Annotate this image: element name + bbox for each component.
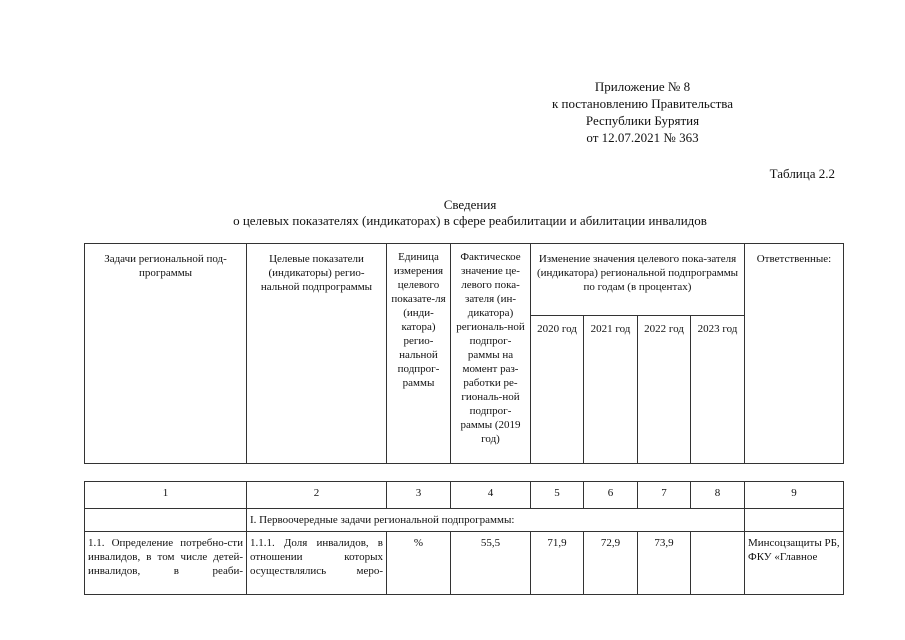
header-unit: Единица измерения целевого показате-ля (инди-катора) регио-нальной подпрог-раммы — [387, 244, 451, 464]
header-year-2022: 2022 год — [638, 316, 691, 464]
section-empty-cell — [745, 509, 844, 532]
column-number: 9 — [745, 482, 844, 509]
section-title: I. Первоочередные задачи региональной подпрограммы: — [247, 509, 745, 532]
row-indicator: 1.1.1. Доля инвалидов, в отношении которых осуществлялись меро- — [247, 532, 387, 595]
column-number: 6 — [584, 482, 638, 509]
row-value-2023 — [691, 532, 745, 595]
appendix-line-3: Республики Бурятия — [585, 113, 700, 128]
row-responsible: Минсоцзащиты РБ, ФКУ «Главное — [745, 532, 844, 595]
header-change-by-year: Изменение значения целевого пока-зателя (индикатора) региональной подпрограммы по годам (в процентах) — [531, 244, 745, 316]
data-table — [84, 481, 844, 595]
section-indent — [85, 509, 247, 532]
document-heading — [160, 197, 780, 229]
heading-title: Сведения — [443, 197, 497, 212]
header-base-value: Фактическое значение це-левого пока-зателя (ин-дикатора) региональ-ной подпрог-раммы на момент раз-работки ре-гиональ-ной подпрог-раммы (2019 год) — [451, 244, 531, 464]
row-value-2022: 73,9 — [638, 532, 691, 595]
header-year-2020: 2020 год — [531, 316, 584, 464]
column-number-row — [85, 482, 844, 509]
header-responsible: Ответственные: — [745, 244, 844, 464]
appendix-line-1: Приложение № 8 — [594, 79, 691, 94]
section-row — [85, 509, 844, 532]
appendix-block — [520, 78, 765, 146]
row-task: 1.1. Определение потребно-сти инвалидов, в том числе детей-инвалидов, в реаби- — [85, 532, 247, 595]
header-tasks: Задачи региональной под-программы — [85, 244, 247, 464]
column-number: 2 — [247, 482, 387, 509]
column-number: 8 — [691, 482, 745, 509]
table-number: Таблица 2.2 — [769, 166, 835, 181]
header-table — [84, 243, 844, 464]
header-year-2023: 2023 год — [691, 316, 745, 464]
appendix-line-2: к постановлению Правительства — [551, 96, 734, 111]
row-value-2021: 72,9 — [584, 532, 638, 595]
column-number: 7 — [638, 482, 691, 509]
heading-subtitle: о целевых показателях (индикаторах) в сфере реабилитации и абилитации инвалидов — [233, 213, 707, 228]
row-unit: % — [387, 532, 451, 595]
header-indicators: Целевые показатели (индикаторы) регио-нальной подпрограммы — [247, 244, 387, 464]
column-number: 4 — [451, 482, 531, 509]
table-row — [85, 532, 844, 595]
column-number: 1 — [85, 482, 247, 509]
column-number: 5 — [531, 482, 584, 509]
row-value-2020: 71,9 — [531, 532, 584, 595]
row-base-value: 55,5 — [451, 532, 531, 595]
column-number: 3 — [387, 482, 451, 509]
appendix-line-4: от 12.07.2021 № 363 — [586, 130, 699, 145]
header-year-2021: 2021 год — [584, 316, 638, 464]
